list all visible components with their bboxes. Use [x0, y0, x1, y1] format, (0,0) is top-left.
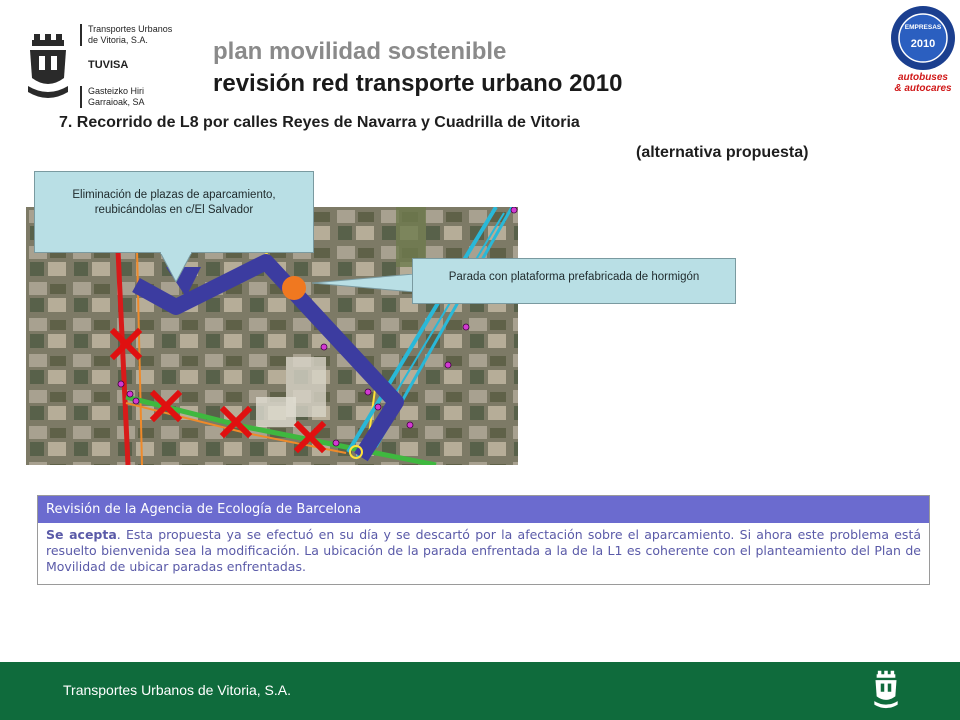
callout-parking-removal: Eliminación de plazas de aparcamiento, reubicándolas en c/El Salvador — [34, 171, 314, 253]
company-acronym: TUVISA — [88, 59, 129, 71]
basque-name-line2: Garraioak, SA — [88, 97, 145, 107]
company-name-line1: Transportes Urbanos — [88, 24, 173, 34]
review-box — [37, 495, 930, 585]
page-title-line2: revisión red transporte urbano 2010 — [213, 70, 623, 97]
company-name-line2: de Vitoria, S.A. — [88, 35, 148, 45]
tuvisa-logo — [20, 20, 196, 110]
basque-name-line1: Gasteizko Hiri — [88, 86, 145, 96]
badge-year: 2010 — [910, 38, 936, 50]
page-title-line1: plan movilidad sostenible — [213, 38, 507, 65]
review-body: . Esta propuesta ya se efectuó en su día y se descartó por la afectación sobre el aparcamiento. Si ahora este problema está resuelto bienvenida sea la modificación. La ubicación de la parada enfrentada a la de la L1 es coherente con el planteamiento del Plan de Movilidad de ubicar paradas enfrentadas. — [46, 527, 922, 574]
badge-label: EMPRESAS — [904, 24, 942, 31]
proposed-stop-marker — [282, 276, 306, 300]
badge-brand-line1: autobuses — [897, 72, 948, 83]
section-title: 7. Recorrido de L8 por calles Reyes de Navarra y Cuadrilla de Vitoria — [59, 114, 580, 131]
section-subtitle: (alternativa propuesta) — [636, 144, 809, 161]
award-badge — [888, 2, 958, 104]
review-verdict: Se acepta — [46, 527, 117, 542]
callout-pointer-left — [312, 274, 414, 292]
review-text — [38, 523, 929, 579]
badge-brand-line2: & autocares — [894, 83, 952, 94]
city-crest-icon — [872, 668, 900, 712]
callout-stop-platform: Parada con plataforma prefabricada de hormigón — [412, 258, 736, 304]
city-crest-icon — [24, 34, 72, 100]
callout-pointer-down — [160, 252, 192, 282]
review-heading: Revisión de la Agencia de Ecología de Barcelona — [38, 496, 929, 523]
footer-company: Transportes Urbanos de Vitoria, S.A. — [63, 682, 291, 698]
